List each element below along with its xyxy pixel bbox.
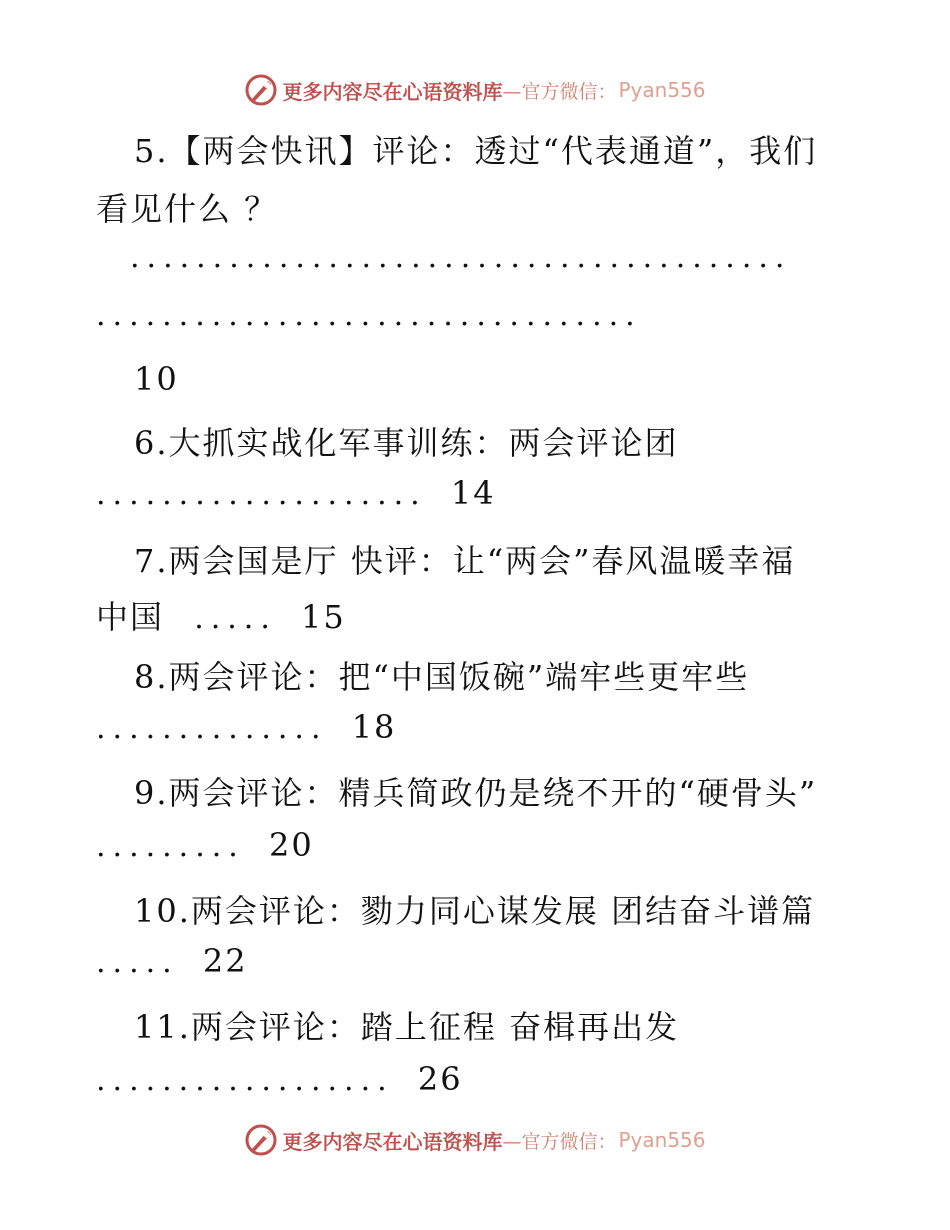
toc-entry-5-page: 10 [134, 360, 179, 398]
toc-entry-11-leader [96, 1060, 463, 1098]
toc-entry-9-leader [96, 826, 314, 864]
toc-entry-10-leader [96, 942, 248, 980]
toc-entry-8-leader [96, 708, 396, 746]
banner-wechat-id: Pyan556 [618, 78, 706, 102]
toc-entry-10-page: 22 [202, 942, 248, 980]
toc-entry-9-title[interactable]: 9.两会评论：精兵简政仍是绕不开的“硬骨头” [134, 774, 818, 812]
toc-entry-8-title[interactable]: 8.两会评论：把“中国饭碗”端牢些更牢些 [134, 658, 750, 696]
toc-entry-7-title-line2[interactable]: 中国 [96, 598, 165, 636]
banner-wechat-id: Pyan556 [618, 1128, 706, 1152]
toc-entry-5-title-line2[interactable]: 看见什么 ？ [96, 190, 279, 228]
toc-entry-8-dots: .............. [96, 711, 328, 746]
toc-entry-7-line2 [96, 592, 346, 638]
pen-logo-icon [244, 73, 278, 107]
toc-entry-9-dots: ......... [96, 829, 245, 864]
toc-entry-5-dots-line1: ........................................ [130, 240, 792, 275]
toc-entry-7-dots: ..... [194, 601, 277, 636]
toc-entry-10-dots: ..... [96, 945, 179, 980]
toc-entry-6-dots: .................... [96, 477, 427, 512]
banner-separator-text: —官方微信： [502, 1130, 617, 1153]
banner-main-text: 更多内容尽在心语资料库 [282, 1129, 503, 1154]
footer-banner [0, 1120, 950, 1160]
toc-entry-8-page: 18 [351, 708, 397, 746]
pen-logo-icon [244, 1123, 278, 1157]
banner-main-text: 更多内容尽在心语资料库 [282, 79, 503, 104]
toc-entry-6-title[interactable]: 6.大抓实战化军事训练：两会评论团 [134, 424, 679, 462]
banner-separator-text: —官方微信： [502, 80, 617, 103]
toc-entry-9-page: 20 [269, 826, 314, 864]
toc-entry-5-title-line1[interactable]: 5.【两会快讯】评论：透过“代表通道”，我们 [134, 132, 818, 170]
toc-entry-6-page: 14 [450, 474, 496, 512]
toc-entry-7-page: 15 [301, 598, 346, 636]
toc-entry-10-title[interactable]: 10.两会评论：勠力同心谋发展 团结奋斗谱篇 [134, 892, 816, 930]
toc-entry-11-dots: .................. [96, 1063, 394, 1098]
toc-entry-11-page: 26 [417, 1060, 463, 1098]
toc-entry-5-dots-line2: ................................. [96, 298, 642, 333]
toc-entry-6-leader [96, 474, 496, 512]
toc-entry-11-title[interactable]: 11.两会评论：踏上征程 奋楫再出发 [134, 1008, 680, 1046]
header-banner [0, 70, 950, 110]
toc-entry-7-title-line1[interactable]: 7.两会国是厅 快评：让“两会”春风温暖幸福 [134, 542, 796, 580]
